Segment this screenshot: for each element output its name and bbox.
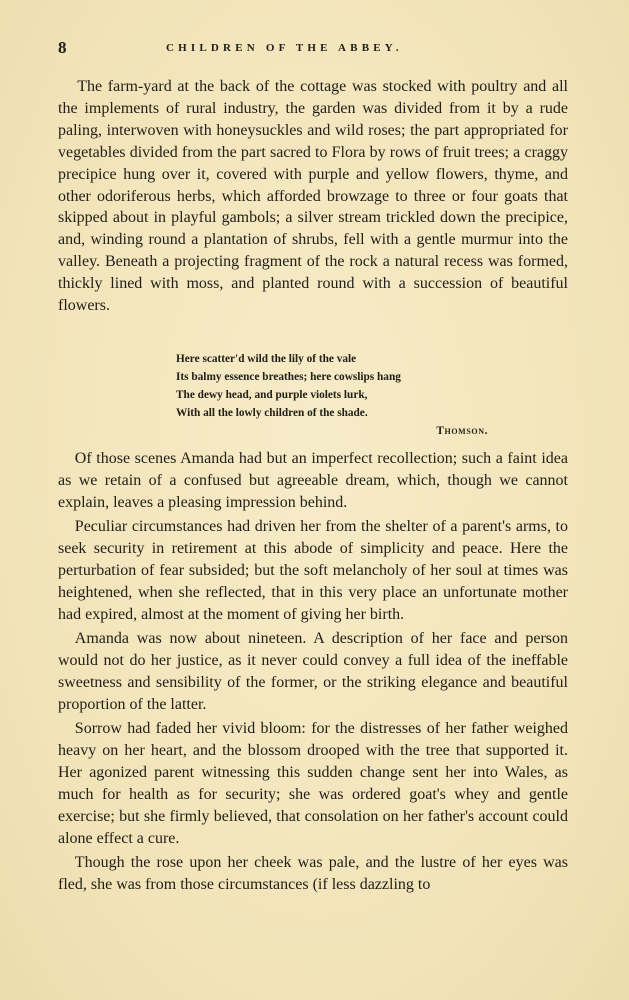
paragraph-amanda-description: Amanda was now about nineteen. A description of her face and person would not do her justice, as it never could convey a full idea of the ineffable sweetness and sensibility of the former, or the striking elegance and beautiful proportion of the latter. <box>58 630 568 713</box>
running-title: CHILDREN OF THE ABBEY. <box>166 42 403 54</box>
verse-line: Here scatter'd wild the lily of the vale <box>176 353 357 365</box>
paragraph-farm-yard: The farm-yard at the back of the cottage was stocked with poultry and all the implements of rural industry, the garden was divided from it by a rude paling, interwoven with honeysuckles and wild roses; the part appropriated for vegetables divided from the part sacred to Flora by rows of fruit trees; a craggy precipice hung over it, covered with purple and yellow flowers, thyme, and other odoriferous herbs, which afforded browzage to three or four goats that skipped about in playful gambols; a silver stream trickled down the precipice, and, winding round a plantation of shrubs, fell with a gentle murmur into the valley. Beneath a projecting fragment of the rock a natural recess was formed, thickly lined with moss, and planted round with a succession of beautiful flowers. <box>58 78 568 315</box>
verse-line: With all the lowly children of the shade. <box>176 407 368 420</box>
paragraph-recollection: Of those scenes Amanda had but an imperfect recollection; such a faint idea as we retain of a confused but agreeable dream, which, though we cannot explain, leaves a pleasing impression behind. <box>58 450 568 511</box>
upper-body-text <box>58 76 568 317</box>
lower-body-text <box>58 448 568 896</box>
verse-attribution: Thomson. <box>436 425 488 438</box>
paragraph-sorrow: Sorrow had faded her vivid bloom: for the distresses of her father weighed heavy on her heart, and the blossom drooped with the tree that supported it. Her agonized parent witnessing this sudden change sent her into Wales, as much for health as for security; she was ordered goat's whey and gentle exercise; but she firmly believed, that consolation on her father's account could alone effect a cure. <box>58 720 568 847</box>
verse-line: The dewy head, and purple violets lurk, <box>176 389 368 402</box>
page-header <box>58 38 578 58</box>
verse-quotation <box>176 350 488 440</box>
page-number: 8 <box>58 38 67 57</box>
verse-line: Its balmy essence breathes; here cowslips hang <box>176 371 401 384</box>
paragraph-rose: Though the rose upon her cheek was pale, and the lustre of her eyes was fled, she was from those circumstances (if less dazzling to <box>58 854 568 893</box>
paragraph-circumstances: Peculiar circumstances had driven her from the shelter of a parent's arms, to seek security in retirement at this abode of simplicity and peace. Here the perturbation of fear subsided; but the soft melancholy of her soul at times was heightened, when she reflected, that in this very place an unfortunate mother had expired, almost at the moment of giving her birth. <box>58 518 568 623</box>
